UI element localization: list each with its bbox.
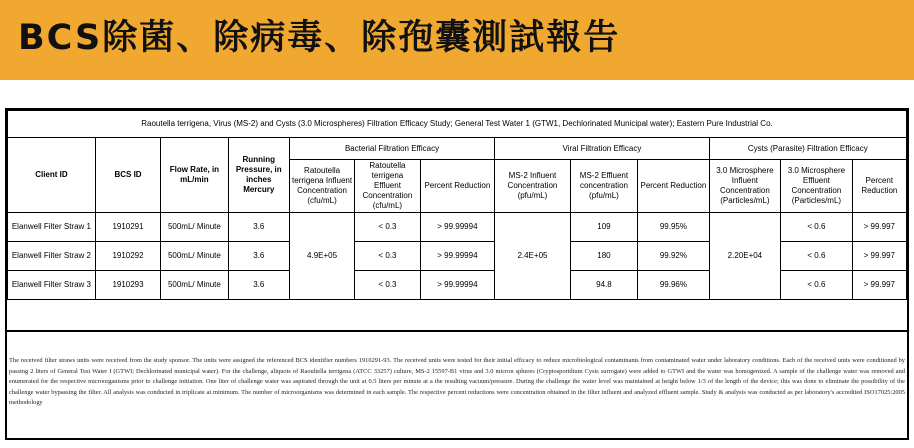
cell-bact-reduction: > 99.99994	[420, 242, 495, 271]
col-cyst-influent: 3.0 Microsphere Influent Concentration (Particles/mL)	[709, 160, 781, 213]
cell-cyst-influent: 2.20E+04	[709, 213, 781, 300]
test-report	[5, 108, 909, 440]
col-bcs-id: BCS ID	[95, 138, 160, 213]
col-viral-effluent: MS-2 Effluent concentration (pfu/mL)	[570, 160, 637, 213]
cell-bcs-id: 1910292	[95, 242, 160, 271]
col-cyst-reduction: Percent Reduction	[852, 160, 906, 213]
cell-bact-effluent: < 0.3	[355, 242, 420, 271]
cell-pressure: 3.6	[228, 213, 289, 242]
study-notes	[7, 330, 907, 438]
group-header-row	[8, 138, 907, 160]
cell-viral-reduction: 99.96%	[638, 271, 710, 300]
cell-cyst-effluent: < 0.6	[781, 213, 853, 242]
cell-viral-effluent: 109	[570, 213, 637, 242]
col-bact-influent: Ratoutella terrigena Influent Concentration (cfu/mL)	[289, 160, 354, 213]
col-bact-reduction: Percent Reduction	[420, 160, 495, 213]
study-title: Raoutella terrigena, Virus (MS-2) and Cysts (3.0 Microspheres) Filtration Efficacy Study; General Test Water 1 (GTW1, Dechlorinated Municipal water); Eastern Pure Industrial Co.	[8, 111, 907, 138]
col-bact-effluent: Ratoutella terrigena Effluent Concentration (cfu/mL)	[355, 160, 420, 213]
cell-viral-influent: 2.4E+05	[495, 213, 571, 300]
cell-client-id: Elanwell Filter Straw 2	[8, 242, 96, 271]
study-title-row	[8, 111, 907, 138]
cell-flow-rate: 500mL/ Minute	[161, 213, 228, 242]
cell-cyst-effluent: < 0.6	[781, 242, 853, 271]
cell-viral-effluent: 180	[570, 242, 637, 271]
cell-cyst-effluent: < 0.6	[781, 271, 853, 300]
col-viral-influent: MS-2 Influent Concentration (pfu/mL)	[495, 160, 571, 213]
cell-cyst-reduction: > 99.997	[852, 213, 906, 242]
page-title: BCS除菌、除病毒、除孢囊測試報告	[18, 18, 621, 58]
cell-bact-reduction: > 99.99994	[420, 213, 495, 242]
group-viral: Viral Filtration Efficacy	[495, 138, 709, 160]
cell-flow-rate: 500mL/ Minute	[161, 242, 228, 271]
cell-bact-effluent: < 0.3	[355, 271, 420, 300]
results-table	[7, 110, 907, 300]
cell-bact-effluent: < 0.3	[355, 213, 420, 242]
table-row	[8, 213, 907, 242]
col-running-pressure: Running Pressure, in inches Mercury	[228, 138, 289, 213]
cell-client-id: Elanwell Filter Straw 3	[8, 271, 96, 300]
group-cysts: Cysts (Parasite) Filtration Efficacy	[709, 138, 906, 160]
cell-cyst-reduction: > 99.997	[852, 271, 906, 300]
cell-viral-reduction: 99.95%	[638, 213, 710, 242]
col-viral-reduction: Percent Reduction	[638, 160, 710, 213]
col-cyst-effluent: 3.0 Microsphere Effluent Concentration (Particles/mL)	[781, 160, 853, 213]
cell-pressure: 3.6	[228, 242, 289, 271]
cell-client-id: Elanwell Filter Straw 1	[8, 213, 96, 242]
title-banner	[0, 0, 914, 80]
group-bacterial: Bacterial Filtration Efficacy	[289, 138, 494, 160]
cell-bact-influent: 4.9E+05	[289, 213, 354, 300]
col-flow-rate: Flow Rate, in mL/min	[161, 138, 228, 213]
col-client-id: Client ID	[8, 138, 96, 213]
notes-paragraph: The received filter straws units were received from the study sponsor. The units were assigned the referenced BCS identifier numbers 1910291-93. The received units were tested for their initial efficacy to reduce microbiological contaminants from contaminated water under laboratory conditions. Each of the received units were conditioned by passing 2 liters of General Test Water I (GTWI; Dechlorinated municipal water). For the challenge, aliquots of Raoultella terrigena (ATCC 33257) culture, MS-2 15597-B1 virus and 3.0 micron spheres (Cryptosporidium Cysts surrogate) were added to GTWI and the water was homogenized. A sample of the challenge water was removed and enumerated for the respective microorganisms prior to challenge initiation. One liter of challenge water was aspirated through the unit at 0.5 liters per minute at a the resulting vacuum/pressure. During the challenge the water level was maintained at height below 1/3 of the length of the device; this was done to eliminate the possibility of the challenge water bypassing the filter. All analysis was conducted in triplicate at minimum. The number of microorganisms was determined in each sample. The respective percent reductions were concentration obtained in the filter influent and analyzed effluent sample. Study & analysis was conducted as per laboratory's accredited ISO17025:2005 methodology	[9, 357, 905, 406]
cell-pressure: 3.6	[228, 271, 289, 300]
cell-bcs-id: 1910291	[95, 213, 160, 242]
cell-viral-effluent: 94.8	[570, 271, 637, 300]
cell-cyst-reduction: > 99.997	[852, 242, 906, 271]
cell-viral-reduction: 99.92%	[638, 242, 710, 271]
cell-bcs-id: 1910293	[95, 271, 160, 300]
cell-flow-rate: 500mL/ Minute	[161, 271, 228, 300]
cell-bact-reduction: > 99.99994	[420, 271, 495, 300]
